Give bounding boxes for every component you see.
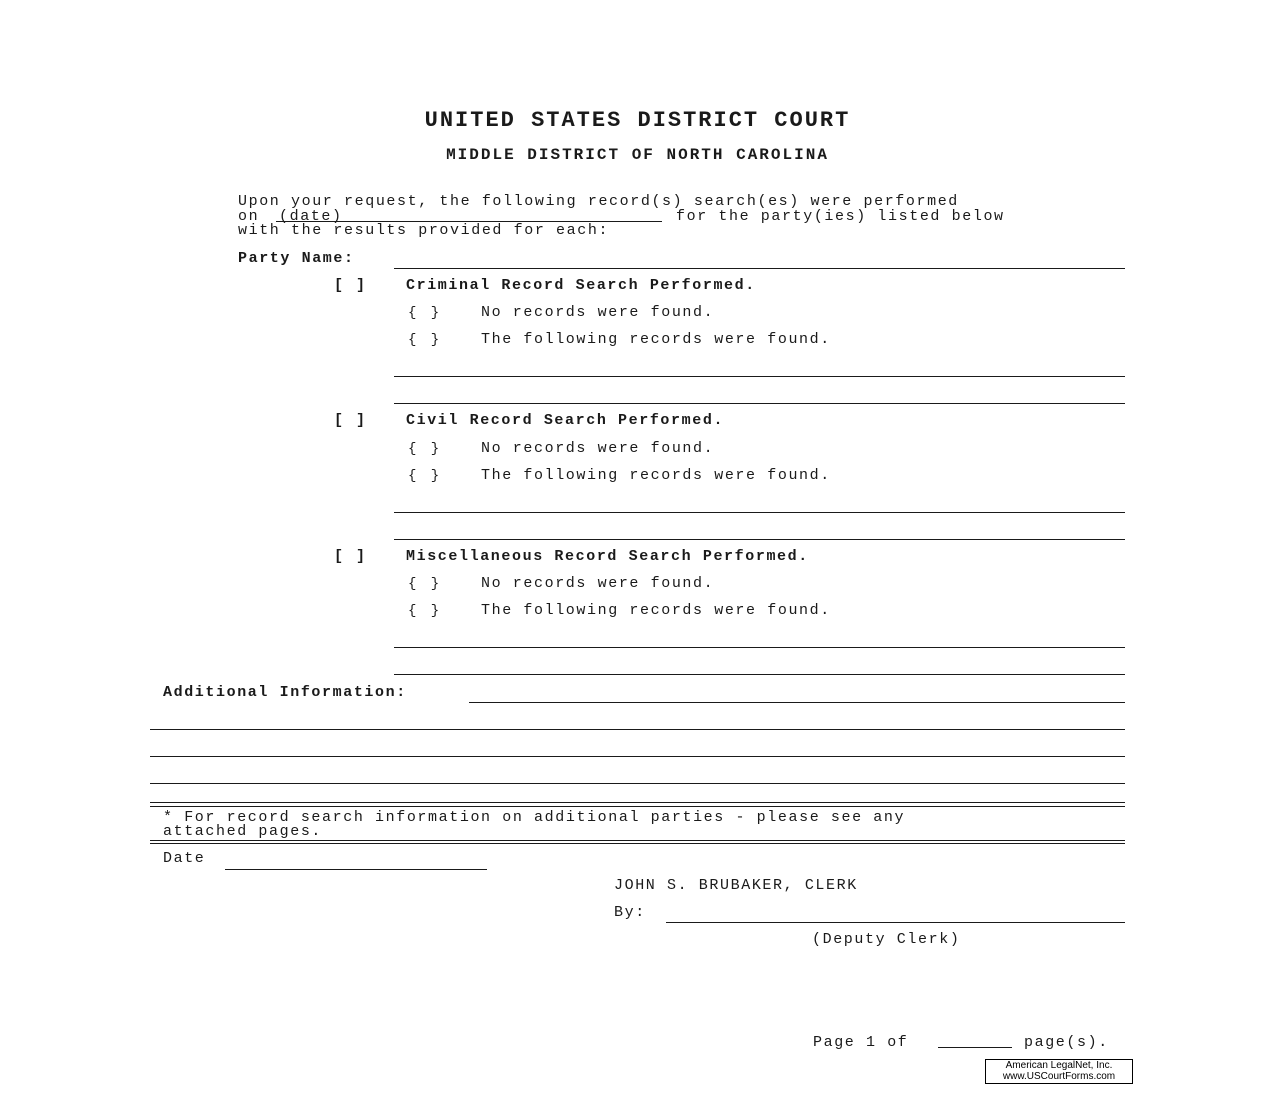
page-count-suffix: page(s). — [1024, 1034, 1109, 1051]
criminal-records-found-option[interactable]: { } — [408, 332, 443, 348]
civil-records-found-label: The following records were found. — [481, 467, 831, 484]
criminal-no-records-option[interactable]: { } — [408, 305, 443, 321]
note-bottom-rule-1 — [150, 840, 1125, 841]
civil-records-found-option[interactable]: { } — [408, 468, 443, 484]
misc-checkbox[interactable]: [ ] — [334, 548, 368, 565]
note-line-1: * For record search information on additional parties - please see any — [163, 809, 906, 826]
deputy-signature-line[interactable] — [666, 922, 1125, 923]
district-title: MIDDLE DISTRICT OF NORTH CAROLINA — [446, 146, 829, 164]
page-count-prefix: Page 1 of — [813, 1034, 909, 1051]
intro-on-label: on — [238, 208, 260, 225]
party-name-line[interactable] — [394, 268, 1125, 269]
watermark-company: American LegalNet, Inc. — [1005, 1060, 1113, 1071]
additional-info-label: Additional Information: — [163, 684, 407, 701]
misc-records-found-option[interactable]: { } — [408, 603, 443, 619]
civil-section-title: Civil Record Search Performed. — [406, 412, 725, 429]
additional-info-line-4[interactable] — [150, 783, 1125, 784]
note-bottom-rule-2 — [150, 843, 1125, 844]
civil-no-records-label: No records were found. — [481, 440, 715, 457]
civil-records-line-1[interactable] — [394, 512, 1125, 513]
criminal-section-title: Criminal Record Search Performed. — [406, 277, 756, 294]
watermark-url: www.USCourtForms.com — [1002, 1070, 1116, 1082]
additional-info-line-3[interactable] — [150, 756, 1125, 757]
note-top-rule-2 — [150, 806, 1125, 807]
intro-line-2-suffix: for the party(ies) listed below — [676, 208, 1005, 225]
page-count-line[interactable] — [938, 1047, 1012, 1048]
note-line-2: attached pages. — [163, 823, 323, 840]
deputy-clerk-label: (Deputy Clerk) — [812, 931, 961, 948]
by-label: By: — [614, 904, 646, 921]
additional-info-line-1[interactable] — [469, 702, 1125, 703]
intro-line-3: with the results provided for each: — [238, 222, 610, 239]
misc-records-line-2[interactable] — [394, 674, 1125, 675]
misc-records-found-label: The following records were found. — [481, 602, 831, 619]
legalnet-watermark — [985, 1059, 1133, 1084]
misc-no-records-label: No records were found. — [481, 575, 715, 592]
intro-line-1: Upon your request, the following record(s) search(es) were performed — [238, 193, 959, 210]
criminal-records-found-label: The following records were found. — [481, 331, 831, 348]
additional-info-line-2[interactable] — [150, 729, 1125, 730]
criminal-no-records-label: No records were found. — [481, 304, 715, 321]
note-top-rule-1 — [150, 802, 1125, 803]
date-label: Date — [163, 850, 206, 867]
civil-no-records-option[interactable]: { } — [408, 441, 443, 457]
court-title: UNITED STATES DISTRICT COURT — [424, 108, 851, 133]
signature-date-line[interactable] — [225, 869, 487, 870]
criminal-records-line-1[interactable] — [394, 376, 1125, 377]
clerk-name: JOHN S. BRUBAKER, CLERK — [614, 877, 858, 894]
civil-checkbox[interactable]: [ ] — [334, 412, 368, 429]
civil-records-line-2[interactable] — [394, 539, 1125, 540]
date-placeholder: (date) — [279, 208, 343, 225]
criminal-records-line-2[interactable] — [394, 403, 1125, 404]
party-name-label: Party Name: — [238, 250, 355, 267]
misc-no-records-option[interactable]: { } — [408, 576, 443, 592]
criminal-checkbox[interactable]: [ ] — [334, 277, 368, 294]
misc-records-line-1[interactable] — [394, 647, 1125, 648]
misc-section-title: Miscellaneous Record Search Performed. — [406, 548, 809, 565]
